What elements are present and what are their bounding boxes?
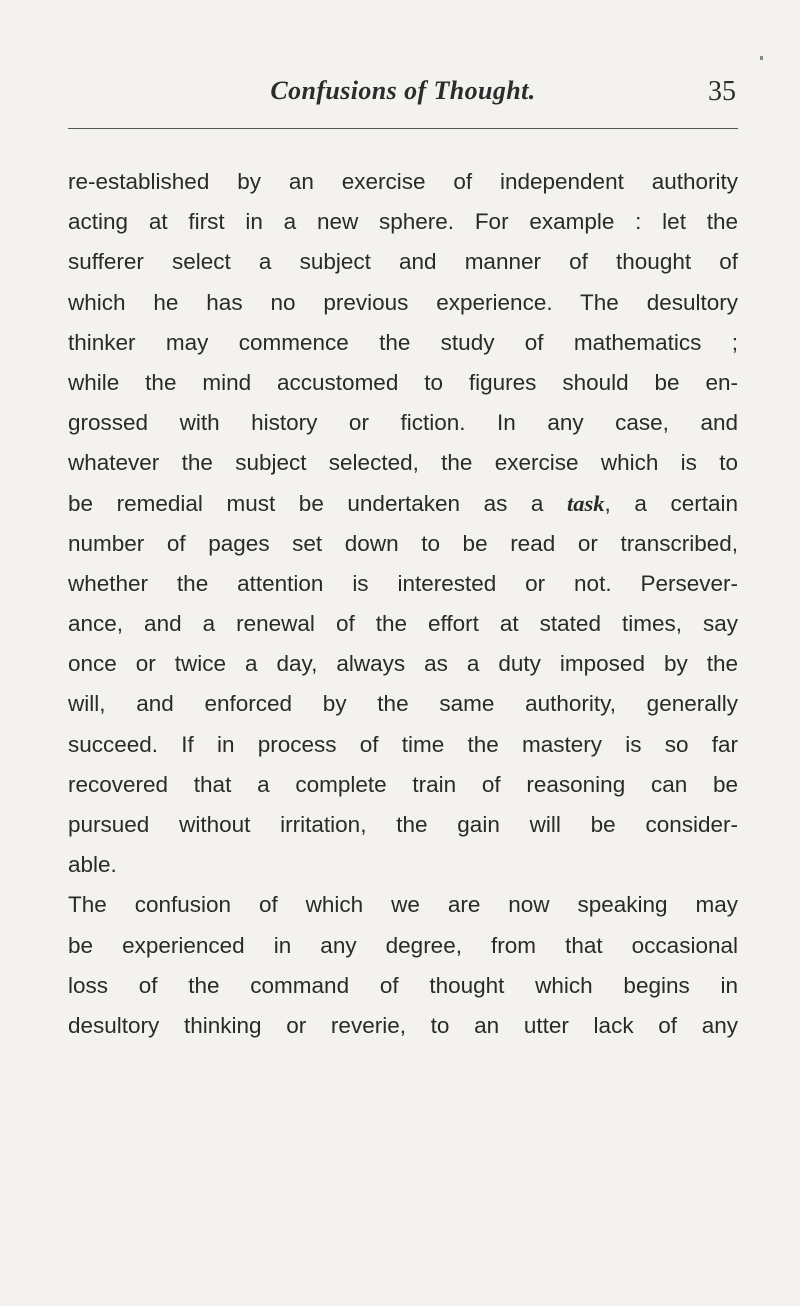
text-run: be remedial must be undertaken as a [68,490,568,516]
text-line-paragraph-end: able. [68,852,117,878]
running-head [68,76,738,116]
text-line: desultory thinking or reverie, to an utter lack of any [68,1012,738,1038]
italic-word: task [567,490,605,516]
running-title: Confusions of Thought. [270,76,536,105]
text-run: , a certain [604,490,738,516]
text-line: thinker may commence the study of mathematics ; [68,329,738,355]
text-line: once or twice a day, always as a duty imposed by the [68,651,738,677]
header-rule [68,128,738,129]
text-line: pursued without irritation, the gain will be consider- [68,812,738,837]
text-line: grossed with history or fiction. In any case, and [68,410,738,436]
text-line: while the mind accustomed to figures should be en- [68,369,738,395]
text-line: whatever the subject selected, the exercise which is to [68,450,738,476]
text-line: sufferer select a subject and manner of thought of [68,249,738,275]
page-speck [760,56,763,60]
body-text [68,162,738,1046]
text-line: succeed. If in process of time the mastery is so far [68,731,738,757]
text-line: recovered that a complete train of reasoning can be [68,771,738,797]
text-line: acting at first in a new sphere. For example : let the [68,209,738,235]
text-line: re-established by an exercise of independent authority [68,169,738,194]
text-line: ance, and a renewal of the effort at stated times, say [68,611,738,637]
text-line: loss of the command of thought which begins in [68,972,738,998]
text-line [68,484,738,524]
text-line: will, and enforced by the same authority, generally [68,691,738,717]
text-line: number of pages set down to be read or transcribed, [68,530,738,556]
text-line-paragraph-start: The confusion of which we are now speaking may [68,892,738,918]
text-line: which he has no previous experience. The desultory [68,289,738,315]
text-line: whether the attention is interested or not. Persever- [68,570,738,596]
text-line: be experienced in any degree, from that occasional [68,932,738,958]
page-number: 35 [708,76,736,107]
